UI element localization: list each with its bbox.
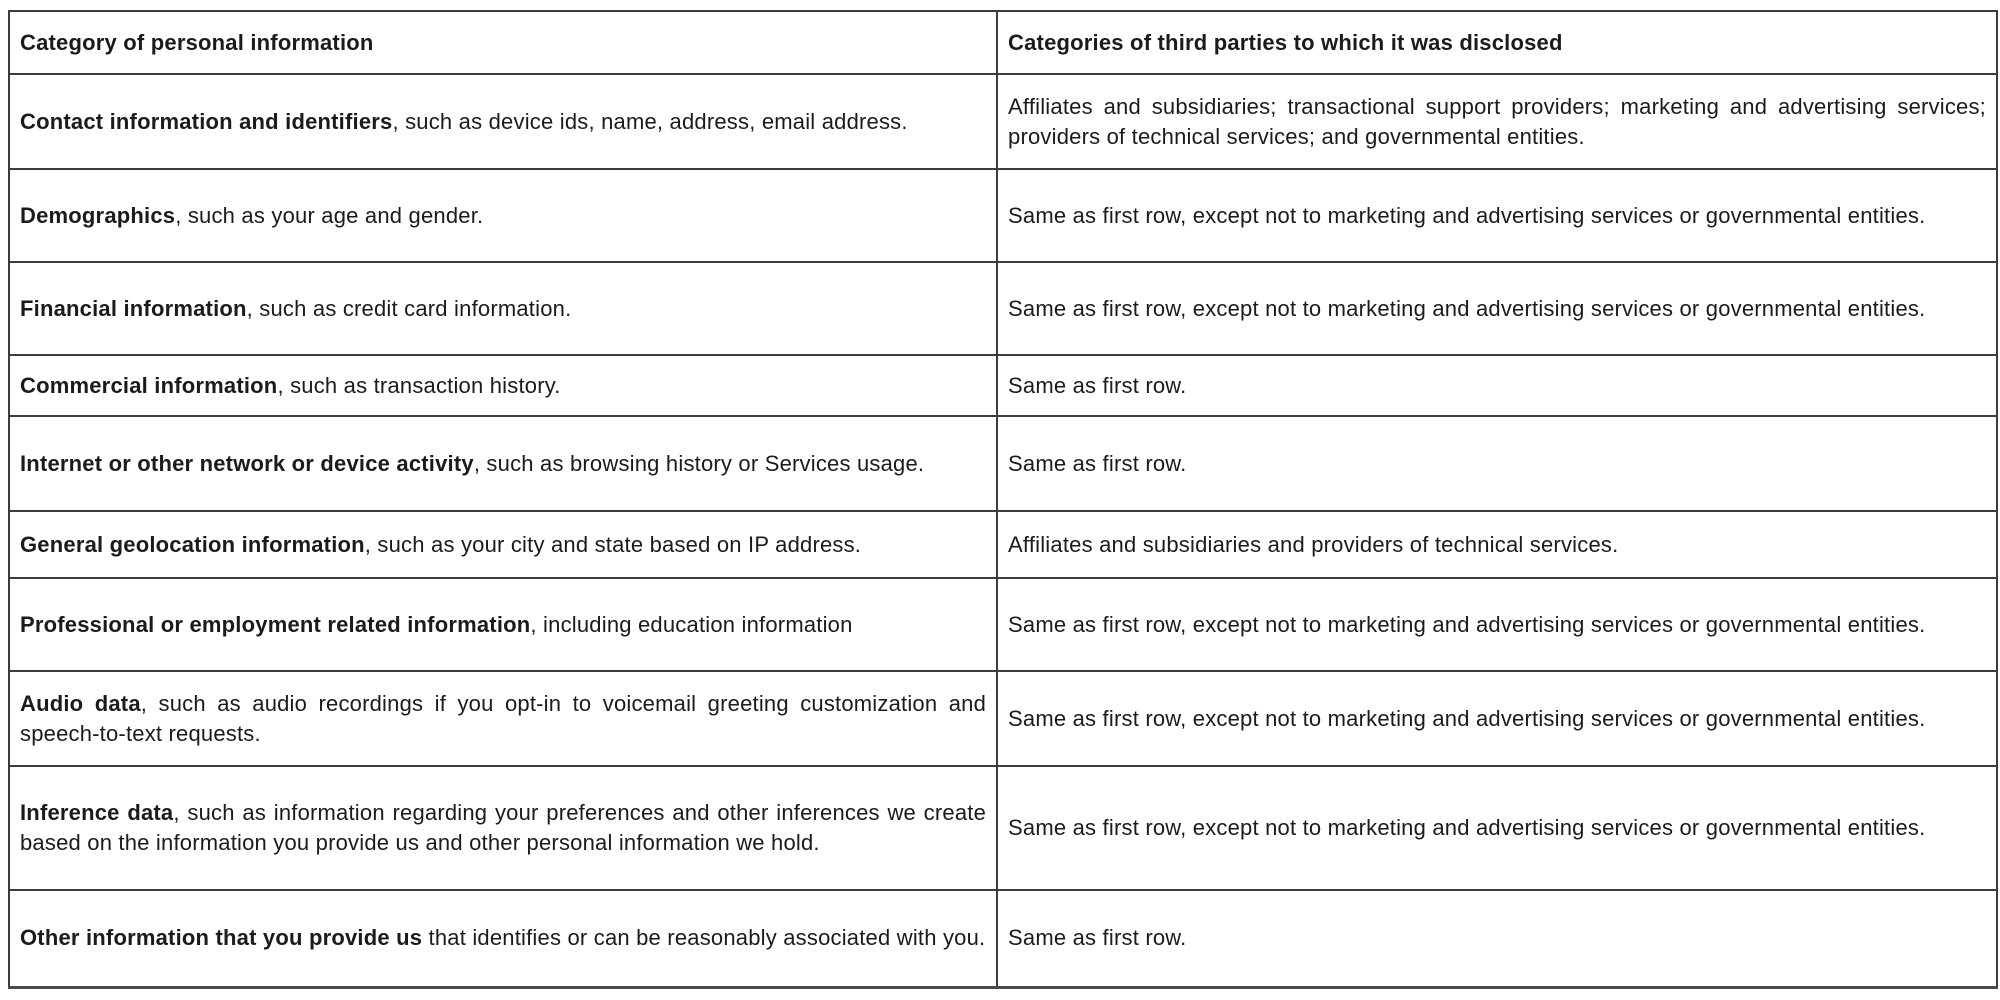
disclosed-cell: [997, 671, 1997, 766]
disclosed-text: Same as first row, except not to marketing and advertising services or governmental entities.: [1008, 611, 1926, 637]
category-cell: [9, 511, 997, 578]
category-description: that identifies or can be reasonably associated with you.: [422, 925, 986, 951]
category-cell: [9, 74, 997, 169]
disclosed-text: Same as first row.: [1008, 450, 1187, 476]
category-term: Audio data: [20, 690, 141, 716]
disclosed-cell: [997, 511, 1997, 578]
table-row: [9, 511, 1997, 578]
disclosed-text: Affiliates and subsidiaries and providers of technical services.: [1008, 531, 1619, 557]
header-row: [9, 11, 1997, 74]
table-row: [9, 578, 1997, 671]
table-row: [9, 766, 1997, 890]
category-cell: [9, 671, 997, 766]
category-cell: [9, 169, 997, 262]
category-description: , such as information regarding your preferences and other inferences we create based on the information you provide us and other personal information we hold.: [20, 800, 987, 855]
category-term: Financial information: [20, 295, 247, 321]
category-description: , such as device ids, name, address, email address.: [392, 108, 908, 134]
category-description: , including education information: [530, 611, 853, 637]
disclosed-cell: [997, 355, 1997, 416]
disclosed-cell: [997, 74, 1997, 169]
category-description: , such as audio recordings if you opt-in to voicemail greeting customization and speech-to-text requests.: [20, 690, 987, 746]
category-cell: [9, 578, 997, 671]
disclosed-text: Same as first row.: [1008, 372, 1187, 398]
category-cell: [9, 890, 997, 987]
category-term: Other information that you provide us: [20, 925, 423, 951]
table-row: [9, 890, 1997, 987]
disclosed-cell: [997, 766, 1997, 890]
category-description: , such as credit card information.: [246, 295, 572, 321]
category-term: Professional or employment related information: [20, 611, 531, 637]
disclosed-text: Same as first row, except not to marketing and advertising services or governmental entities.: [1008, 705, 1926, 731]
category-term: Demographics: [20, 202, 176, 228]
category-description: , such as your city and state based on IP address.: [364, 531, 862, 557]
disclosed-cell: [997, 262, 1997, 355]
disclosed-cell: [997, 416, 1997, 511]
category-term: Commercial information: [20, 372, 278, 398]
disclosure-table-container: [8, 10, 1998, 989]
disclosed-text: Affiliates and subsidiaries; transactional support providers; marketing and advertising services; providers of technical services; and governmental entities.: [1008, 93, 1986, 149]
category-term: Inference data: [20, 800, 174, 825]
table-row: [9, 416, 1997, 511]
table-row: [9, 74, 1997, 169]
table-row: [9, 355, 1997, 416]
category-description: , such as your age and gender.: [175, 202, 484, 228]
category-cell: [9, 416, 997, 511]
category-term: General geolocation information: [20, 531, 365, 557]
disclosed-text: Same as first row, except not to marketing and advertising services or governmental entities.: [1008, 815, 1926, 840]
column-header-third-parties: Categories of third parties to which it was disclosed: [997, 11, 1997, 74]
disclosed-cell: [997, 578, 1997, 671]
category-cell: [9, 262, 997, 355]
disclosed-text: Same as first row, except not to marketing and advertising services or governmental entities.: [1008, 202, 1926, 228]
personal-information-disclosure-table: [8, 10, 1998, 989]
category-description: , such as transaction history.: [277, 372, 561, 398]
table-row: [9, 671, 1997, 766]
disclosed-text: Same as first row, except not to marketing and advertising services or governmental entities.: [1008, 295, 1926, 321]
category-cell: [9, 766, 997, 890]
category-cell: [9, 355, 997, 416]
disclosed-text: Same as first row.: [1008, 925, 1187, 951]
table-row: [9, 169, 1997, 262]
category-description: , such as browsing history or Services usage.: [473, 450, 925, 476]
disclosed-cell: [997, 890, 1997, 987]
disclosed-cell: [997, 169, 1997, 262]
category-term: Contact information and identifiers: [20, 108, 393, 134]
column-header-category: Category of personal information: [9, 11, 997, 74]
table-row: [9, 262, 1997, 355]
category-term: Internet or other network or device activity: [20, 450, 474, 476]
